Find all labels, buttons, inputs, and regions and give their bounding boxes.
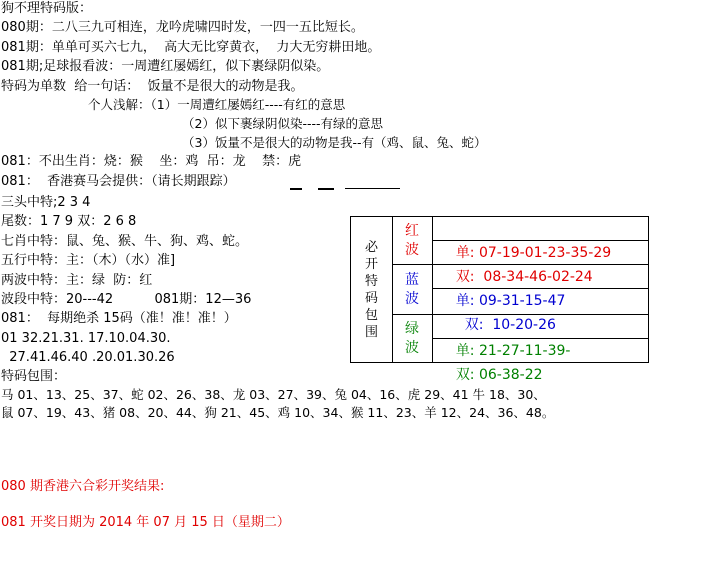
row-label: 单: xyxy=(455,293,475,309)
line-two-wave: 两波中特：主：绿 防：红 xyxy=(1,273,153,288)
draw-result-title: 080 期香港六合彩开奖结果: xyxy=(1,479,165,494)
side-char: 围 xyxy=(364,324,378,340)
line-personal-2: （2）似下裹绿阴似染----有绿的意思 xyxy=(182,116,383,131)
line-wrap-title: 特码包围： xyxy=(1,369,67,384)
decor-dash xyxy=(318,188,334,190)
green-double-row xyxy=(432,339,648,383)
wave-char: 波 xyxy=(405,339,419,356)
side-char: 特 xyxy=(364,273,378,289)
row-label: 双: xyxy=(455,317,484,333)
row-numbers: 07-19-01-23-35-29 xyxy=(474,245,612,261)
line-personal-1: 个人浅解：（1）一周遭红屡嫣红----有红的意思 xyxy=(88,97,346,112)
line-081-football: 081期;足球报看波：一周遭红屡嫣红，似下裹绿阴似染。 xyxy=(1,59,330,74)
wave-char: 绿 xyxy=(405,320,419,337)
line-five-element: 五行中特：主：（木）（水）准] xyxy=(1,253,176,268)
row-label: 单: xyxy=(455,343,475,359)
side-char: 码 xyxy=(364,290,378,306)
row-label: 双: xyxy=(455,269,475,285)
wave-name-red xyxy=(392,217,433,265)
line-seven-zodiac: 七肖中特：鼠、兔、猴、牛、狗、鸡、蛇。 xyxy=(1,234,249,249)
row-numbers: 09-31-15-47 xyxy=(474,293,566,309)
red-single-row xyxy=(432,217,648,261)
row-numbers: 06-38-22 xyxy=(474,367,543,383)
line-wrap-1: 马 01、13、25、37、蛇 02、26、38、龙 03、27、39、兔 04、16、虎 29、41 牛 18、30、 xyxy=(1,387,546,402)
green-single-row xyxy=(432,315,648,359)
side-char: 必 xyxy=(364,239,378,255)
side-char: 包 xyxy=(364,307,378,323)
blue-double-row xyxy=(432,289,648,333)
wave-char: 红 xyxy=(405,223,419,239)
row-numbers: 10-20-26 xyxy=(483,317,556,333)
wave-name-green xyxy=(392,315,433,362)
line-single-hint: 特码为单数 给一句话： 饭量不是很大的动物是我。 xyxy=(1,79,304,94)
line-081-riddle: 081期：单单可买六七九， 高大无比穿黄衣， 力大无穷耕田地。 xyxy=(1,40,381,55)
decor-dash xyxy=(345,188,400,189)
row-numbers: 08-34-46-02-24 xyxy=(474,269,593,285)
blue-single-row xyxy=(432,265,648,309)
line-three-head: 三头中特;2 3 4 xyxy=(1,195,91,210)
table-side-label xyxy=(351,217,393,362)
wave-table xyxy=(350,216,649,383)
line-wrap-2: 鼠 07、19、43、猪 08、20、44、狗 21、45、鸡 10、34、猴 11、23、羊 12、24、36、48。 xyxy=(1,405,555,420)
page-title: 狗不理特码版： xyxy=(1,1,93,16)
line-numbers-1: 01 32.21.31. 17.10.04.30. xyxy=(1,331,171,346)
line-zodiac-exclude: 081：不出生肖：烧：猴 坐：鸡 吊：龙 禁：虎 xyxy=(1,154,302,169)
draw-date: 081 开奖日期为 2014 年 07 月 15 日（星期二） xyxy=(1,515,290,530)
row-label: 单: xyxy=(455,245,475,261)
line-segment: 波段中特：20---42 081期：12—36 xyxy=(1,292,252,307)
red-double-row xyxy=(432,241,648,285)
wave-name-blue xyxy=(392,265,433,314)
wave-char: 波 xyxy=(405,290,419,307)
line-provider: 081： 香港赛马会提供：（请长期跟踪） xyxy=(1,174,236,189)
side-char: 开 xyxy=(364,256,378,272)
line-080-riddle: 080期：二八三九可相连，龙吟虎啸四时发，一四一五比短长。 xyxy=(1,20,364,35)
line-tail-digits: 尾数：1 7 9 双：2 6 8 xyxy=(1,214,137,229)
wave-char: 蓝 xyxy=(405,271,419,288)
row-label: 双: xyxy=(455,367,475,383)
wave-char: 波 xyxy=(405,242,419,258)
line-personal-3: （3）饭量不是很大的动物是我--有（鸡、鼠、兔、蛇） xyxy=(182,135,487,150)
row-numbers: 21-27-11-39- xyxy=(474,343,571,359)
line-kill15: 081： 每期绝杀 15码（准！准！准！） xyxy=(1,311,237,326)
line-numbers-2: 27.41.46.40 .20.01.30.26 xyxy=(1,350,175,365)
decor-dash xyxy=(290,188,302,190)
